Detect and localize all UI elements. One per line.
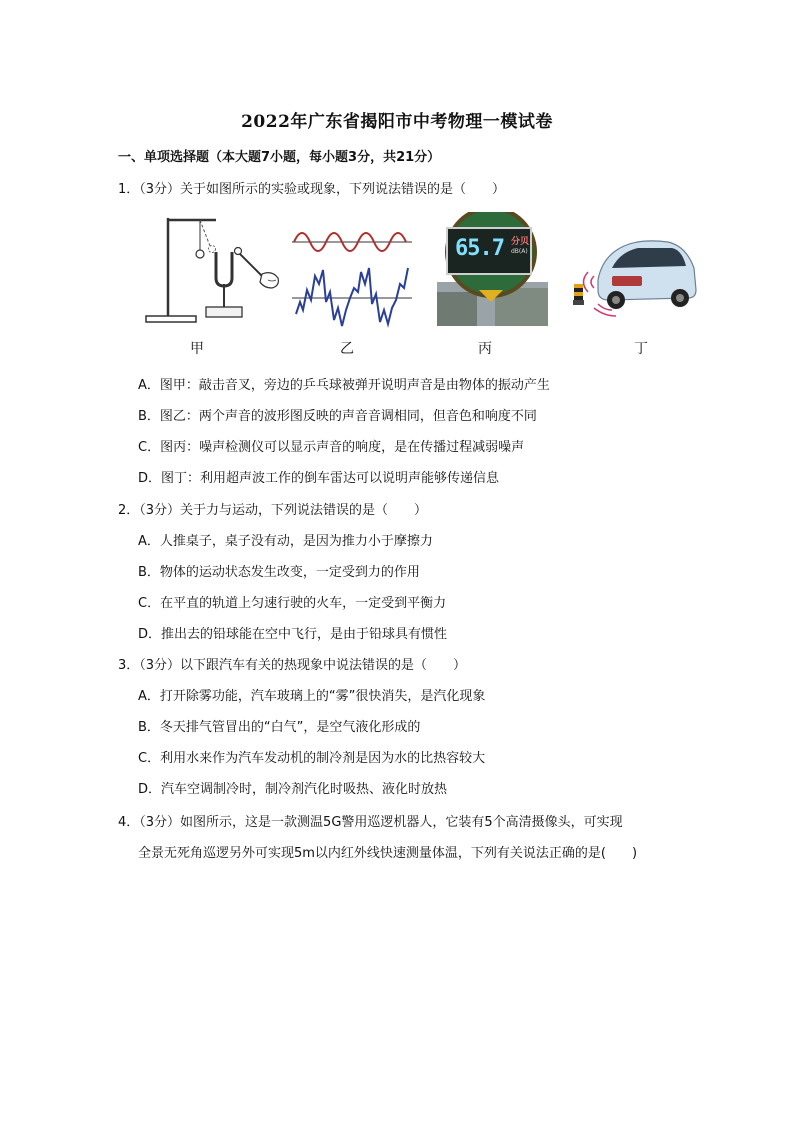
question-2-option-a: A．人推桌子，桌子没有动，是因为推力小于摩擦力	[138, 534, 433, 549]
figure-jia-tuning-fork	[138, 212, 288, 332]
question-2-option-c: C．在平直的轨道上匀速行驶的火车，一定受到平衡力	[138, 596, 447, 611]
question-1-option-d: D．图丁：利用超声波工作的倒车雷达可以说明声能够传递信息	[138, 471, 500, 486]
figure-caption-bing: 丙	[478, 341, 492, 357]
question-4-stem-continued: 全景无死角巡逻另外可实现5m以内红外线快速测量体温，下列有关说法正确的是( )	[138, 846, 638, 861]
question-3-option-d: D．汽车空调制冷时，制冷剂汽化时吸热、液化时放热	[138, 782, 448, 797]
question-2-option-b: B．物体的运动状态发生改变，一定受到力的作用	[138, 565, 420, 580]
noise-meter-unit: 分贝	[511, 237, 530, 247]
question-1-option-a: A．图甲：敲击音叉，旁边的乒乓球被弹开说明声音是由物体的振动产生	[138, 378, 550, 393]
question-2-stem: 2．（3分）关于力与运动，下列说法错误的是（ ）	[118, 503, 428, 518]
section-heading: 一、单项选择题（本大题7小题，每小题3分，共21分）	[118, 150, 441, 165]
question-2-option-d: D．推出去的铅球能在空中飞行，是由于铅球具有惯性	[138, 627, 448, 642]
figure-caption-jia: 甲	[190, 341, 204, 357]
question-1-figures	[130, 208, 700, 358]
page-title: 2022年广东省揭阳市中考物理一模试卷	[241, 112, 553, 132]
question-4-stem: 4．（3分）如图所示，这是一款测温5G警用巡逻机器人，它装有5个高清摄像头，可实现	[118, 815, 623, 830]
question-3-option-c: C．利用水来作为汽车发动机的制冷剂是因为水的比热容较大	[138, 751, 486, 766]
question-1-stem: 1．（3分）关于如图所示的实验或现象，下列说法错误的是（ ）	[118, 182, 506, 197]
figure-bing-noise-meter	[435, 212, 550, 327]
figure-caption-yi: 乙	[340, 341, 354, 357]
figure-caption-ding: 丁	[634, 341, 648, 357]
figure-yi-waveforms	[290, 218, 415, 330]
noise-meter-reading: 65.7	[455, 236, 504, 261]
figure-ding-car-radar	[568, 228, 698, 318]
question-3-option-b: B．冬天排气管冒出的“白气”，是空气液化形成的	[138, 720, 421, 735]
question-3-option-a: A．打开除雾功能，汽车玻璃上的“雾”很快消失，是汽化现象	[138, 689, 486, 704]
noise-meter-unit-sub: dB(A)	[511, 248, 528, 255]
question-1-option-c: C．图丙：噪声检测仪可以显示声音的响度，是在传播过程减弱噪声	[138, 440, 525, 455]
question-1-option-b: B．图乙：两个声音的波形图反映的声音音调相同，但音色和响度不同	[138, 409, 537, 424]
question-3-stem: 3．（3分）以下跟汽车有关的热现象中说法错误的是（ ）	[118, 658, 467, 673]
